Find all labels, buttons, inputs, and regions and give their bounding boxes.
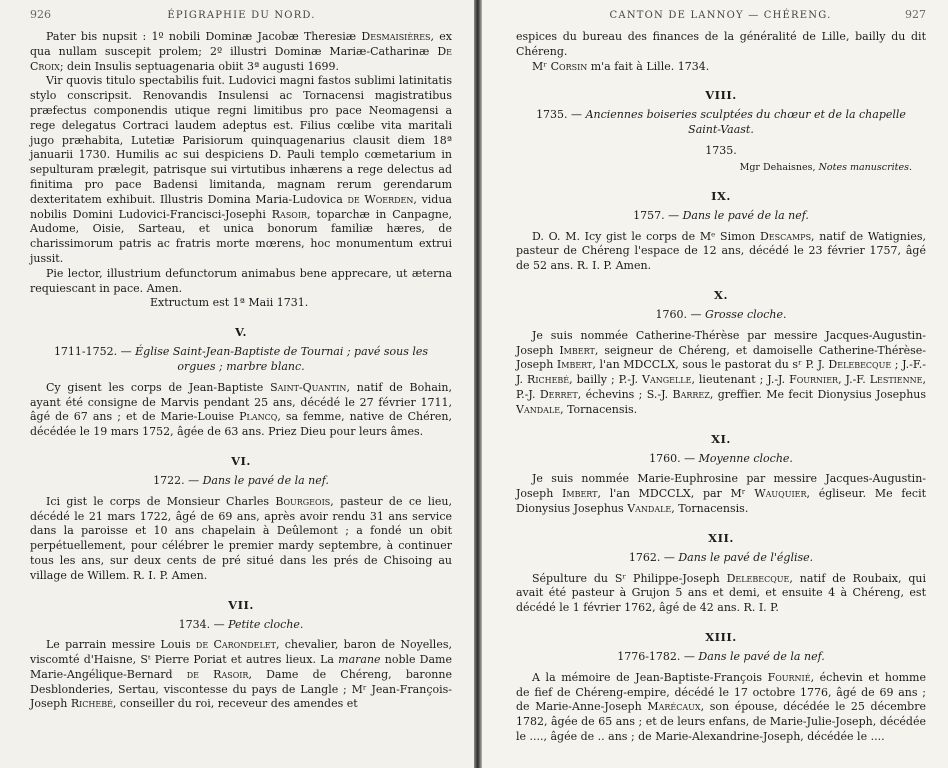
section-number: XII. [708,530,734,545]
section [516,288,926,418]
section-number: IX. [711,188,731,203]
section-body: D. O. M. Icy gist le corps de Mᵉ Simon Descamps, natif de Watignies, pasteur de Chéreng l'espace de 12 ans, décédé le 23 février 1757, âgé de 52 ans. R. I. P. Amen. [516,229,926,273]
section-body: Sépulture du Sʳ Philippe-Joseph Delebecque, natif de Roubaix, qui avait été pasteur à Grujon 5 ans et demi, et ensuite 4 à Chéreng, est décédé le 1 février 1762, âgé de 42 ans. R. I. P. [516,571,926,615]
section-number: X. [714,287,728,302]
section-body: Le parrain messire Louis de Carondelet, chevalier, baron de Noyelles, viscomté d'Haisne, Sᵗ Pierre Poriat et autres lieux. La marane noble Dame Marie-Angélique-Bernard de Rasoir, Dame de Chéreng, baronne Desblonderies, Sertau, viscontesse du pays de Langle ; Mʳ Jean-François-Joseph Richebé, conseiller du roi, receveur des amendes et [30,638,452,711]
section-number: XIII. [705,629,737,644]
section-caption: 1762. — Dans le pavé de l'église. [628,550,814,564]
section-caption: 1735. — Anciennes boiseries sculptées du chœur et de la chapelle Saint-Vaast. [536,108,906,137]
section [516,432,926,517]
section-body: Cy gisent les corps de Jean-Baptiste Saint-Quantin, natif de Bohain, ayant été consigne de Marvis pendant 25 ans, décédé le 27 février 1711, âgé de 67 ans ; et de Marie-Louise Plancq, sa femme, native de Chéren, décédée le 19 mars 1752, âgée de 63 ans. Priez Dieu pour leurs âmes. [30,380,452,439]
section-body: Je suis nommée Catherine-Thérèse par messire Jacques-Augustin-Joseph Imbert, seigneur de Chéreng, et damoiselle Catherine-Thérèse-Joseph Imbert, l'an MDCCLX, sous le pastorat du sʳ P. J. Delebecque ; J.-F.-J. Richebé, bailly ; P.-J. Vangelle, lieutenant ; J.-J. Fournier, J.-F. Lestienne, P.-J. Derret, échevins ; S.-J. Barrez, greffier. Me fecit Dionysius Josephus Vandale, Tornacensis. [516,328,927,416]
section-number: VI. [231,453,251,468]
running-title: ÉPIGRAPHIE DU NORD. [167,10,316,21]
paragraph: Pater bis nupsit : 1º nobili Dominæ Jacobæ Theresiæ Desmaisières, ex qua nullam suscepit prolem; 2º illustri Dominæ Mariæ-Catharinæ De Croix; dein Insulis septuagenaria obiit 3ª augusti 1699. [30,30,452,73]
section [30,325,452,440]
section-caption: 1757. — Dans le pavé de la nef. [633,208,809,222]
section-center-text: 1735. [705,143,737,157]
section-caption: 1760. — Grosse cloche. [655,307,787,321]
section-number: VII. [228,597,254,612]
continuation-note: Mʳ Corsin m'a fait à Lille. 1734. [532,59,710,73]
section-caption: 1776-1782. — Dans le pavé de la nef. [617,649,825,663]
section-body: A la mémoire de Jean-Baptiste-François Fournié, échevin et homme de fief de Chéreng-empire, décédé le 17 octobre 1776, âgé de 69 ans ; de Marie-Anne-Joseph Marécaux, son épouse, décédée le 25 décembre 1782, âgée de 65 ans ; et de leurs enfans, de Marie-Julie-Joseph, décédée le ...., âgée de .. ans ; de Marie-Alexandrine-Joseph, décédée le .... [516,670,926,743]
closing-line: Extructum est 1ª Maii 1731. [150,296,309,310]
section [516,531,926,616]
section [516,88,926,174]
paragraph: Vir quovis titulo spectabilis fuit. Ludovici magni fastos sublimi latinitatis stylo conscripsit. Renovandis Insulensi ac Tornacensi magistratibus præfectus componendis utique regni limitibus pro pace Neomagensi a rege delegatus Cortraci laudem adeptus est. Filius cœlibe vita maritali jugo præhabita, Lutetiæ Parisiorum quinquagenarius clausit diem 18ª januarii 1730. Humilis ac sui despiciens D. Pauli templo cœmetarium in sepulturam prælegit, patrisque sui virtutibus inhærens a rege delectus ad finitima pro pace Badensi limitanda, magnam rerum gerendarum dexteritatem exhibuit. Illustris Domina Maria-Ludovica de Woerden, vidua nobilis Domini Ludovici-Francisci-Josephi Rasoir, toparchæ in Canpagne, Audome, Oisie, Sarteau, et unica bonorum familiæ hæres, de charissimorum patris ac fratris morte mœrens, hoc monumentum extrui jussit. [30,74,452,265]
section-body: Je suis nommée Marie-Euphrosine par messire Jacques-Augustin-Joseph Imbert, l'an MDCCLX, par Mʳ Wauquier, égliseur. Me fecit Dionysius Josephus Vandale, Tornacensis. [516,472,927,515]
section-caption: 1711-1752. — Église Saint-Jean-Baptiste de Tournai ; pavé sous les orgues ; marbre blanc. [53,345,429,373]
paragraph: Pie lector, illustrium defunctorum animabus bene apprecare, ut æterna requiescant in pace. Amen. [30,266,452,295]
section [30,598,452,713]
section-number: VIII. [705,88,737,103]
section-body: Ici gist le corps de Monsieur Charles Bourgeois, pasteur de ce lieu, décédé le 21 mars 1722, âgé de 69 ans, après avoir rendu 31 ans service dans la paroisse et 10 ans chapelain à Deûlemont ; a fondé un obit perpétuellement, pour célébrer le premier mardy septembre, à continuer tous les ans, sur deux cents de pré situé dans les prés de Chisoing au village de Willem. R. I. P. Amen. [30,494,452,582]
page-number: 926 [30,8,51,21]
section-number: V. [235,325,247,340]
source-citation: Mgr Dehaisnes, Notes manuscrites. [739,161,912,173]
section [516,189,926,274]
section [30,454,452,584]
right-page [482,0,948,768]
section [516,630,926,745]
book-gutter [474,0,482,768]
running-title: CANTON DE LANNOY — CHÉRENG. [609,10,832,21]
section-number: XI. [711,431,731,446]
section-caption: 1722. — Dans le pavé de la nef. [153,473,329,487]
continuation-text: espices du bureau des finances de la généralité de Lille, bailly du dit Chéreng. [516,30,926,58]
page-number: 927 [905,8,926,21]
section-caption: 1760. — Moyenne cloche. [649,451,793,465]
right-header [516,8,926,30]
section-caption: 1734. — Petite cloche. [178,617,304,631]
left-header [30,8,452,30]
